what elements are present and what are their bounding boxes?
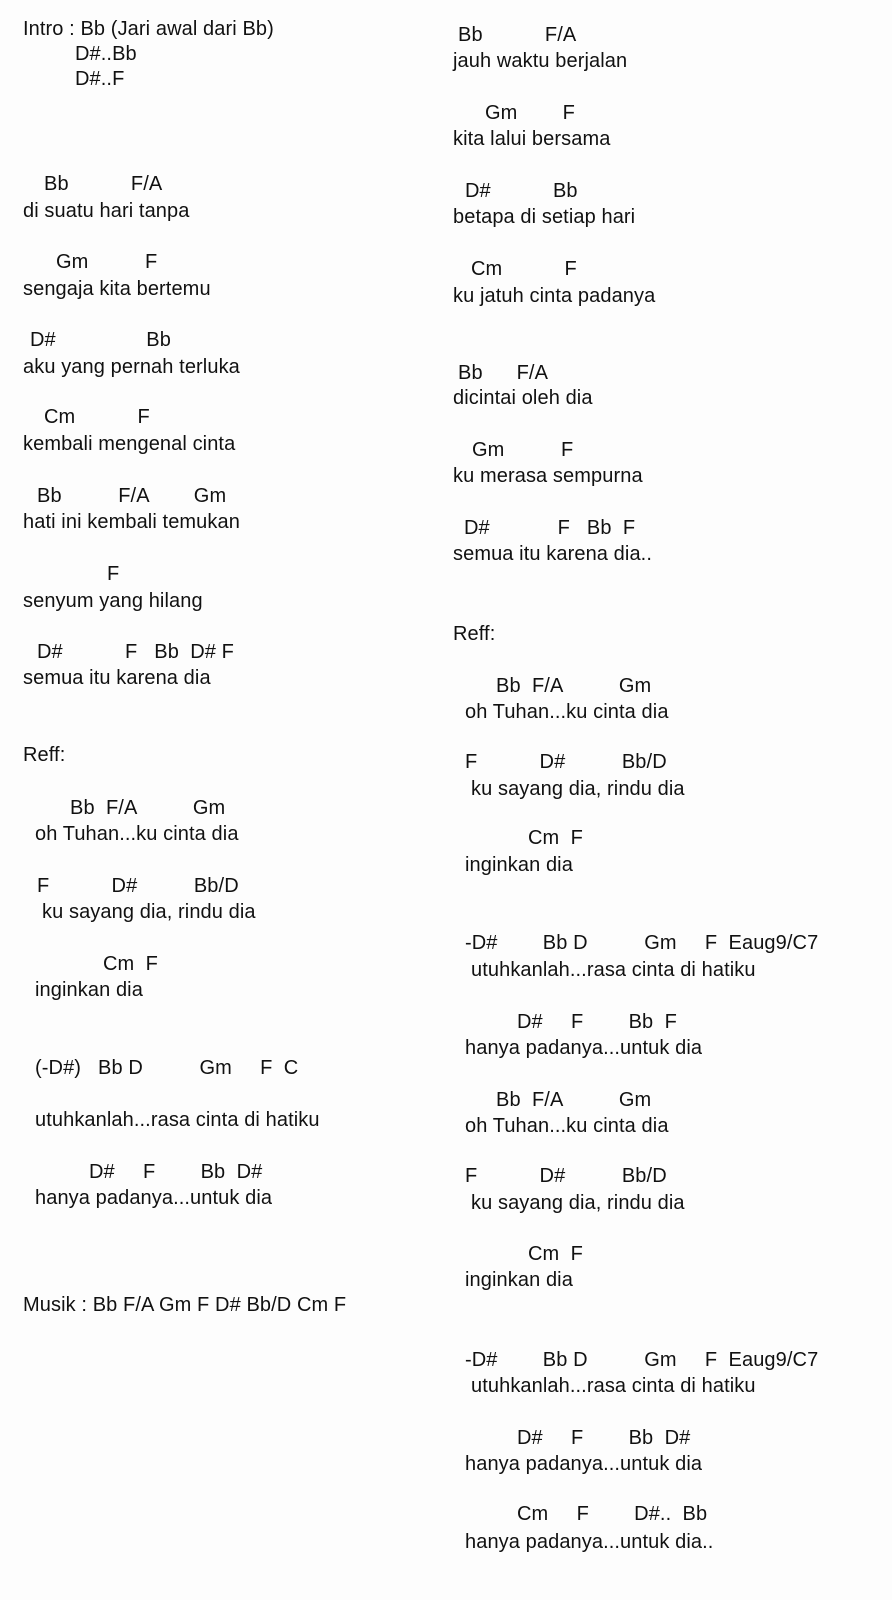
chord-line: F D# Bb/D (465, 751, 667, 773)
chord-line: D#..Bb (75, 43, 137, 65)
lyric-line: sengaja kita bertemu (23, 278, 211, 300)
chord-line: Gm F (472, 439, 574, 461)
chord-line: Bb F/A (458, 24, 577, 46)
chord-line: Cm F (528, 827, 583, 849)
lyric-line: ku jatuh cinta padanya (453, 285, 656, 307)
lyric-line: oh Tuhan...ku cinta dia (35, 823, 239, 845)
lyric-line: betapa di setiap hari (453, 206, 636, 228)
lyric-line: hati ini kembali temukan (23, 511, 240, 533)
section-label: Reff: (453, 623, 496, 645)
chord-line: D# F Bb F (464, 517, 636, 539)
lyric-line: hanya padanya...untuk dia (465, 1037, 703, 1059)
chord-line: Gm F (56, 251, 158, 273)
chord-line: D# Bb (465, 180, 578, 202)
chord-line: Cm F (103, 953, 158, 975)
lyric-line: oh Tuhan...ku cinta dia (465, 701, 669, 723)
lyric-line: oh Tuhan...ku cinta dia (465, 1115, 669, 1137)
intro-line: Intro : Bb (Jari awal dari Bb) (23, 18, 274, 40)
lyric-line: semua itu karena dia (23, 667, 211, 689)
chord-line: Bb F/A (44, 173, 163, 195)
chord-line: Bb F/A Gm (70, 797, 226, 819)
chord-line: Cm F (44, 406, 150, 428)
lyric-line: kembali mengenal cinta (23, 433, 236, 455)
lyric-line: ku sayang dia, rindu dia (471, 778, 685, 800)
lyric-line: utuhkanlah...rasa cinta di hatiku (35, 1109, 320, 1131)
musik-line: Musik : Bb F/A Gm F D# Bb/D Cm F (23, 1294, 347, 1316)
lyric-line: hanya padanya...untuk dia.. (465, 1531, 714, 1553)
chord-line: D# F Bb D# (89, 1161, 263, 1183)
lyric-line: semua itu karena dia.. (453, 543, 652, 565)
chord-line: Cm F (471, 258, 577, 280)
lyric-line: ku sayang dia, rindu dia (42, 901, 256, 923)
chord-line: F D# Bb/D (465, 1165, 667, 1187)
chord-line: Cm F D#.. Bb (517, 1503, 708, 1525)
chord-line: Bb F/A (458, 362, 549, 384)
lyric-line: dicintai oleh dia (453, 387, 593, 409)
lyric-line: di suatu hari tanpa (23, 200, 190, 222)
lyric-line: utuhkanlah...rasa cinta di hatiku (471, 1375, 756, 1397)
chord-line: D# Bb (30, 329, 171, 351)
lyric-line: senyum yang hilang (23, 590, 203, 612)
lyric-line: hanya padanya...untuk dia (465, 1453, 703, 1475)
chord-line: (-D#) Bb D Gm F C (35, 1057, 299, 1079)
chord-line: D# F Bb D# F (37, 641, 234, 663)
chord-line: Bb F/A Gm (496, 675, 652, 697)
chord-line: Bb F/A Gm (37, 485, 227, 507)
lyric-line: ku sayang dia, rindu dia (471, 1192, 685, 1214)
chord-line: D#..F (75, 68, 125, 90)
lyric-line: inginkan dia (465, 1269, 573, 1291)
lyric-line: kita lalui bersama (453, 128, 611, 150)
chord-line: F D# Bb/D (37, 875, 239, 897)
right-column (455, 0, 892, 1600)
lyric-line: utuhkanlah...rasa cinta di hatiku (471, 959, 756, 981)
chord-line: Bb F/A Gm (496, 1089, 652, 1111)
lyric-line: ku merasa sempurna (453, 465, 643, 487)
lyric-line: inginkan dia (465, 854, 573, 876)
chord-line: -D# Bb D Gm F Eaug9/C7 (465, 1349, 819, 1371)
chord-line: Cm F (528, 1243, 583, 1265)
chord-line: D# F Bb D# (517, 1427, 691, 1449)
section-label: Reff: (23, 744, 66, 766)
lyric-line: aku yang pernah terluka (23, 356, 240, 378)
lyric-line: hanya padanya...untuk dia (35, 1187, 273, 1209)
chord-line: D# F Bb F (517, 1011, 677, 1033)
chord-line: Gm F (485, 102, 575, 124)
chord-line: -D# Bb D Gm F Eaug9/C7 (465, 932, 819, 954)
chord-line: F (107, 563, 120, 585)
lyric-line: jauh waktu berjalan (453, 50, 628, 72)
lyric-line: inginkan dia (35, 979, 143, 1001)
